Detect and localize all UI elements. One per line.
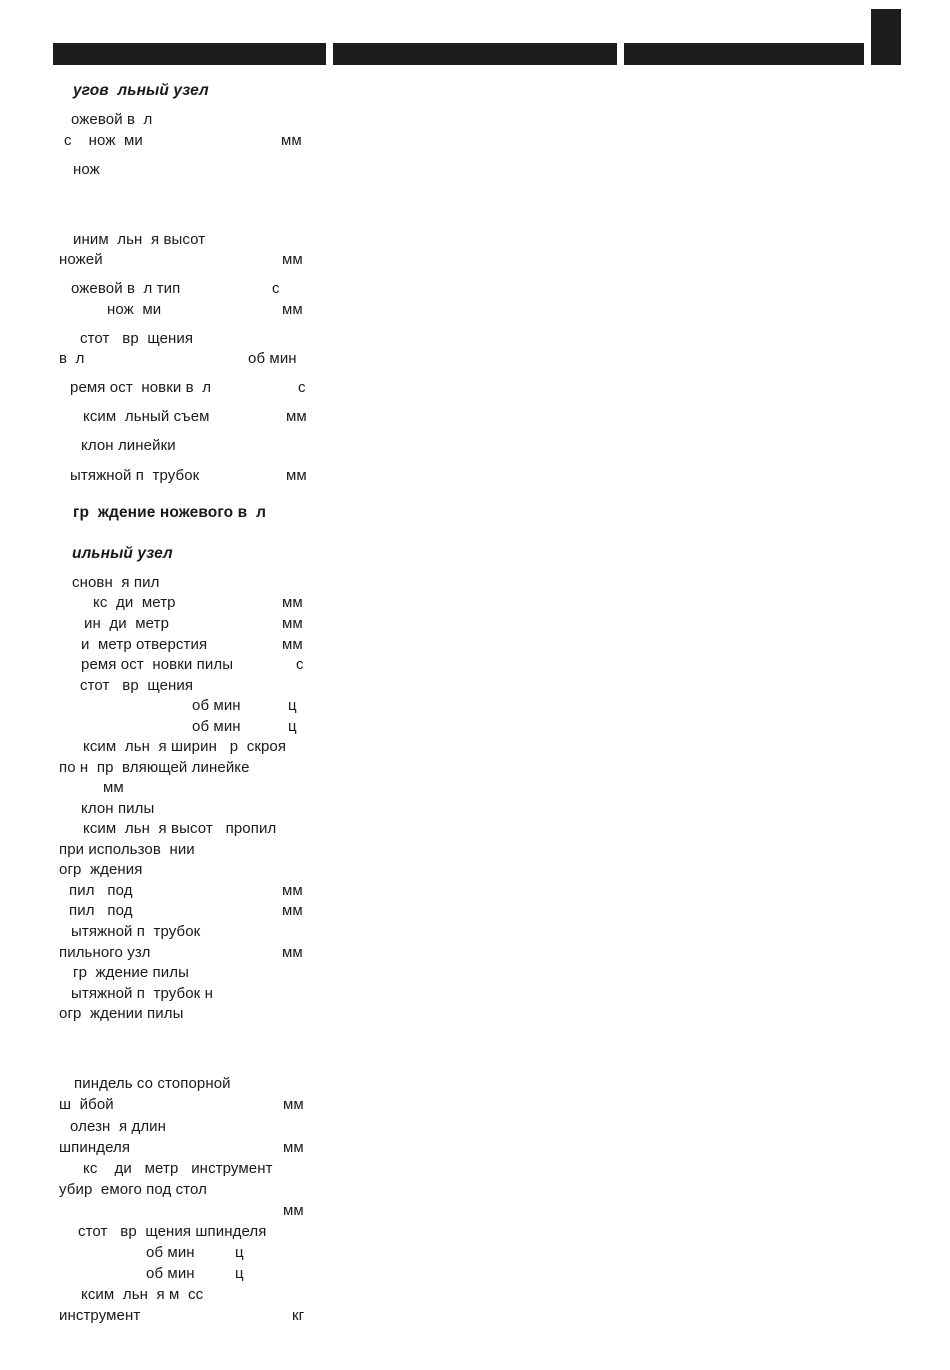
spec-text-line: кг [292, 1307, 305, 1324]
spec-text-line: нож ми [107, 301, 162, 318]
spec-text-line: кс ди метр [93, 594, 176, 611]
spec-text-line: мм [283, 1202, 304, 1219]
spec-text-line: мм [283, 1096, 304, 1113]
spec-text-line: пил под [69, 882, 133, 899]
spec-text-line: при использов нии [59, 841, 195, 858]
spec-text-line: пильного узл [59, 944, 151, 961]
spec-text-line: об мин [192, 718, 241, 735]
spec-text-line: иним льн я высот [73, 231, 206, 248]
spec-text-line: ожевой в л [71, 111, 153, 128]
spec-text-line: мм [286, 467, 307, 484]
spec-text-line: нож [73, 161, 100, 178]
section-heading: ильный узел [72, 545, 173, 562]
spec-text-line: ксим льн я м сс [81, 1286, 204, 1303]
spec-text-line: ц [288, 697, 297, 714]
spec-text-line: инструмент [59, 1307, 141, 1324]
spec-text-line: с [296, 656, 304, 673]
spec-text-line: ожевой в л тип [71, 280, 181, 297]
spec-text-line: с [298, 379, 306, 396]
spec-text-line: ытяжной п трубок [71, 923, 201, 940]
spec-text-line: ин ди метр [84, 615, 170, 632]
spec-text-line: об мин [146, 1244, 195, 1261]
spec-text-line: шпинделя [59, 1139, 131, 1156]
spec-text-line: ксим льн я ширин р скроя [83, 738, 287, 755]
spec-text-line: с нож ми [64, 132, 143, 149]
header-bar-right [624, 43, 864, 65]
spec-text-line: мм [103, 779, 124, 796]
spec-text-line: стот вр щения [80, 677, 194, 694]
spec-text-line: ксим льный съем [83, 408, 210, 425]
header-bar-left [53, 43, 326, 65]
spec-text-line: мм [282, 882, 303, 899]
spec-text-line: об мин [146, 1265, 195, 1282]
header-bar-middle [333, 43, 617, 65]
spec-text-line: огр ждении пилы [59, 1005, 184, 1022]
spec-text-line: мм [282, 251, 303, 268]
spec-text-line: убир емого под стол [59, 1181, 207, 1198]
spec-text-line: об мин [192, 697, 241, 714]
spec-text-line: огр ждения [59, 861, 143, 878]
section-heading: угов льный узел [73, 82, 209, 99]
spec-text-line: по н пр вляющей линейке [59, 759, 250, 776]
spec-text-line: мм [286, 408, 307, 425]
spec-text-line: мм [282, 301, 303, 318]
spec-text-line: с [272, 280, 280, 297]
spec-text-line: клон линейки [81, 437, 176, 454]
spec-text-line: мм [282, 902, 303, 919]
spec-text-line: сновн я пил [72, 574, 160, 591]
spec-text-line: ножей [59, 251, 103, 268]
spec-text-line: ц [288, 718, 297, 735]
page-tab-marker [871, 9, 901, 65]
spec-text-line: мм [283, 1139, 304, 1156]
spec-text-line: ц [235, 1244, 244, 1261]
spec-text-line: ремя ост новки в л [70, 379, 212, 396]
spec-text-line: олезн я длин [70, 1118, 167, 1135]
spec-text-line: пиндель со стопорной [74, 1075, 231, 1092]
spec-text-line: гр ждение пилы [73, 964, 189, 981]
bold-spec-line: гр ждение ножевого в л [73, 504, 267, 521]
spec-text-line: ытяжной п трубок н [71, 985, 213, 1002]
spec-text-line: и метр отверстия [81, 636, 208, 653]
spec-text-line: в л [59, 350, 85, 367]
spec-text-line: ытяжной п трубок [70, 467, 200, 484]
spec-text-line: мм [281, 132, 302, 149]
spec-text-line: клон пилы [81, 800, 155, 817]
spec-text-line: кс ди метр инструмент [83, 1160, 273, 1177]
spec-text-line: ксим льн я высот пропил [83, 820, 277, 837]
spec-text-line: мм [282, 944, 303, 961]
spec-text-line: стот вр щения [80, 330, 194, 347]
spec-text-line: ш йбой [59, 1096, 114, 1113]
spec-text-line: стот вр щения шпинделя [78, 1223, 267, 1240]
spec-text-line: об мин [248, 350, 297, 367]
spec-text-line: ц [235, 1265, 244, 1282]
spec-text-line: мм [282, 636, 303, 653]
spec-text-line: мм [282, 594, 303, 611]
spec-text-line: пил под [69, 902, 133, 919]
spec-text-line: ремя ост новки пилы [81, 656, 234, 673]
spec-text-line: мм [282, 615, 303, 632]
